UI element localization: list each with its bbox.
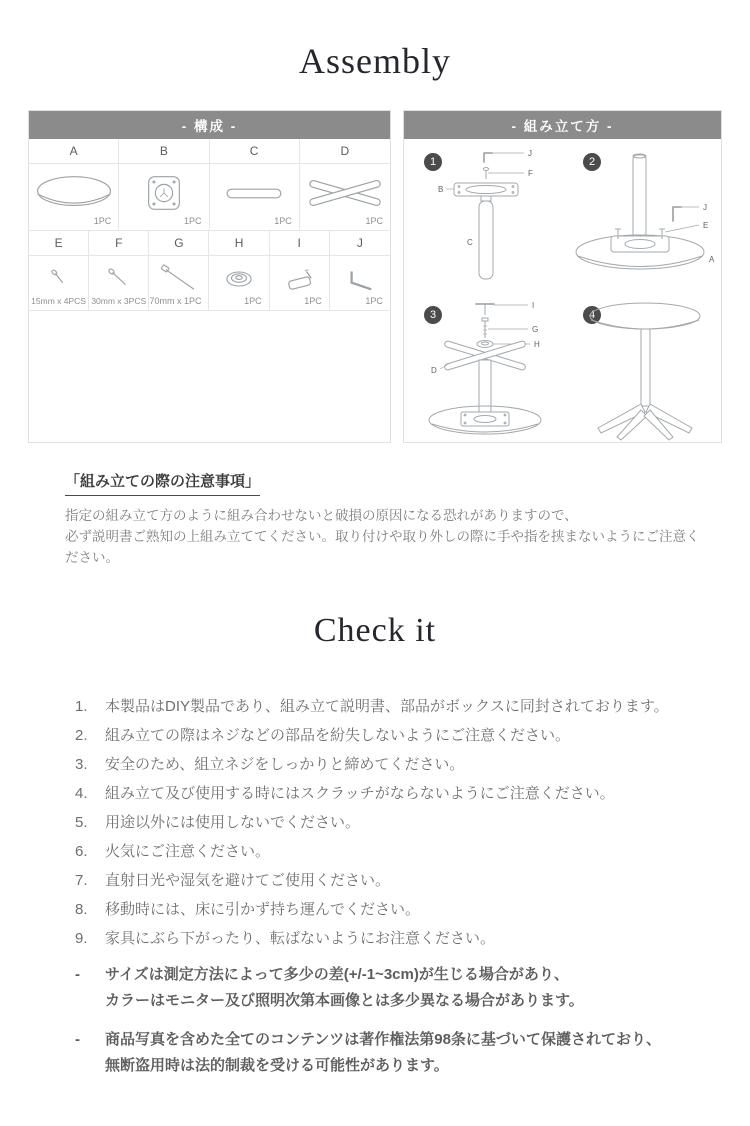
check-item: 7. 直射日光や湿気を避けてご使用ください。 <box>75 872 391 889</box>
mounting-plate-icon <box>120 170 208 216</box>
svg-text:B: B <box>438 185 444 194</box>
parts-row2-images <box>29 256 390 311</box>
part-label-j: J <box>356 236 363 250</box>
pole-icon <box>210 170 298 216</box>
part-cell-d <box>300 164 390 230</box>
step-1-diagram <box>434 145 546 287</box>
part-cell-i <box>270 256 330 310</box>
part-label-b: B <box>119 139 209 163</box>
hex-wrench-icon <box>332 262 388 296</box>
caution-line-2: 必ず説明書ご熟知の上組み立ててください。取り付けや取り外しの際に手や指を挟まないようにご注意ください。 <box>65 529 700 565</box>
part-qty-e: 15mm x 4PCS <box>31 296 86 306</box>
svg-text:C: C <box>467 238 473 247</box>
caution-body <box>65 505 705 568</box>
caution-title: 「組み立ての際の注意事項」 <box>65 470 260 496</box>
part-qty-h: 1PC <box>244 296 262 306</box>
part-label-h: H <box>209 231 269 255</box>
part-cell-h <box>209 256 269 310</box>
check-item: 6. 火気にご注意ください。 <box>75 843 271 860</box>
assembly-panel-header: - 組み立て方 - <box>404 111 721 139</box>
parts-row1-headers <box>29 139 390 164</box>
part-label-d: D <box>340 144 350 158</box>
svg-text:A: A <box>709 255 715 264</box>
parts-panel <box>28 110 391 443</box>
check-item: 9. 家具にぶら下がったり、転ばないようにお注意ください。 <box>75 930 496 947</box>
part-label-f: F <box>89 231 149 255</box>
part-qty-f: 30mm x 3PCS <box>91 296 147 306</box>
disclaimer-notes <box>75 962 705 1092</box>
part-qty-d: 1PC <box>365 216 383 226</box>
part-label-i: I <box>270 231 330 255</box>
part-cell-e <box>29 256 89 310</box>
assembly-step-4 <box>563 292 721 444</box>
check-it-title: Check it <box>313 612 437 649</box>
part-qty-a: 1PC <box>93 216 112 226</box>
step-3-diagram <box>416 296 551 442</box>
svg-text:J: J <box>703 203 707 212</box>
assembly-steps-panel <box>403 110 722 443</box>
assembly-step-1 <box>404 139 562 291</box>
part-cell-f <box>89 256 149 310</box>
part-cell-g <box>149 256 209 310</box>
svg-text:F: F <box>528 169 533 178</box>
check-item: 8. 移動時には、床に引かず持ち運んでください。 <box>75 901 421 918</box>
step-4-number: 4 <box>583 306 601 324</box>
svg-text:H: H <box>534 340 540 349</box>
caution-line-1: 指定の組み立て方のように組み合わせないと破損の原因になる恐れがありますので、 <box>65 508 578 523</box>
assembly-step-3 <box>404 292 562 444</box>
cap-icon <box>211 262 267 296</box>
part-qty-g: 70mm x 1PC <box>149 296 202 306</box>
step-2-diagram <box>565 149 720 284</box>
assembly-step-2 <box>563 139 721 291</box>
check-item: 4. 組み立て及び使用する時にはスクラッチがならないようにご注意ください。 <box>75 785 615 802</box>
part-qty-c: 1PC <box>274 216 292 226</box>
part-label-c: C <box>210 139 300 163</box>
part-label-a: A <box>29 139 119 163</box>
screw-medium-icon <box>91 262 147 296</box>
step-1-number: 1 <box>424 153 442 171</box>
part-qty-b: 1PC <box>183 216 202 226</box>
svg-text:J: J <box>528 149 532 158</box>
screw-short-icon <box>31 262 87 296</box>
step-3-number: 3 <box>424 306 442 324</box>
svg-text:I: I <box>532 301 535 310</box>
part-cell-a <box>29 164 119 230</box>
part-qty-j: 1PC <box>365 296 383 306</box>
parts-row2-headers <box>29 231 390 256</box>
part-cell-b <box>119 164 209 230</box>
page-title: Assembly <box>299 41 451 81</box>
step-2-number: 2 <box>583 153 601 171</box>
check-list <box>75 698 705 959</box>
check-item: 3. 安全のため、組立ネジをしっかりと締めてください。 <box>75 756 465 773</box>
svg-text:G: G <box>532 325 539 334</box>
cross-base-icon <box>301 170 389 216</box>
parts-row1-images <box>29 164 390 231</box>
disclaimer-note: - 商品写真を含めた全てのコンテンツは著作権法第98条に基づいて保護されており、 無断盗用時は法的制裁を受ける可能性があります。 <box>75 1031 661 1074</box>
step-4-diagram <box>578 296 713 442</box>
check-item: 5. 用途以外には使用しないでください。 <box>75 814 361 831</box>
part-cell-j <box>330 256 390 310</box>
check-item: 1. 本製品はDIY製品であり、組み立て説明書、部品がボックスに同封されております。 <box>75 698 669 715</box>
part-label-g: G <box>149 231 209 255</box>
check-item: 2. 組み立ての際はネジなどの部品を紛失しないようにご注意ください。 <box>75 727 571 744</box>
assembly-steps <box>404 139 721 444</box>
barrel-nut-icon <box>271 262 327 296</box>
disclaimer-note: - サイズは測定方法によって多少の差(+/-1~3cm)が生じる場合があり、 カラーはモニター及び照明次第本画像とは多少異なる場合があります。 <box>75 966 584 1009</box>
svg-text:D: D <box>431 366 437 375</box>
parts-panel-header: - 構成 - <box>29 111 390 139</box>
part-qty-i: 1PC <box>304 296 322 306</box>
caution-section <box>65 470 705 568</box>
part-label-e: E <box>29 231 89 255</box>
table-top-icon <box>30 170 118 216</box>
part-cell-c <box>210 164 300 230</box>
bolt-long-icon <box>151 262 207 296</box>
svg-text:E: E <box>703 221 709 230</box>
